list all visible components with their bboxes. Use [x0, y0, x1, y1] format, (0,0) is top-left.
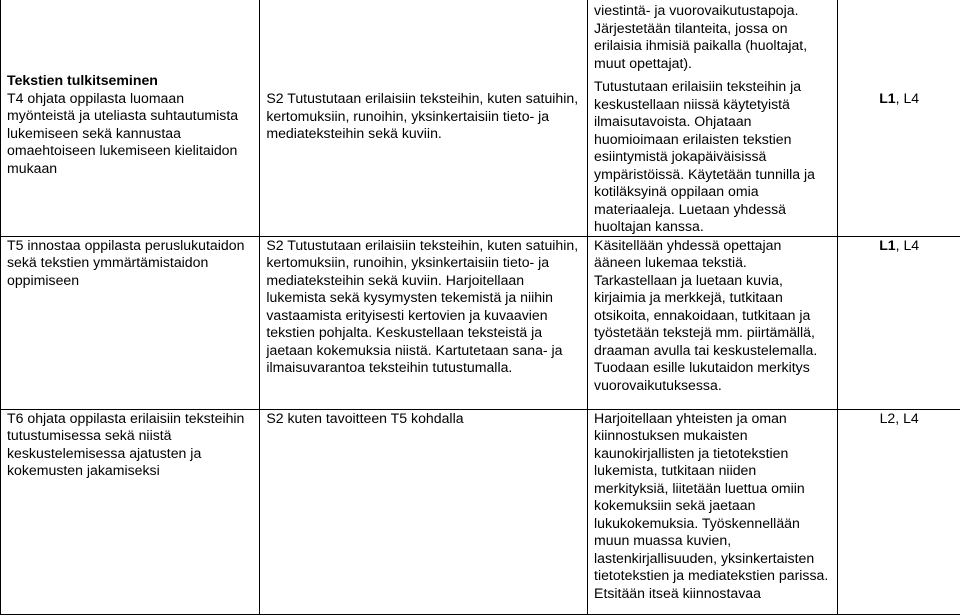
section-heading: Tekstien tulkitseminen — [7, 72, 253, 90]
competence-cell — [838, 0, 960, 236]
method-text-continued: viestintä- ja vuorovaikutustapoja. Järjestetään tilanteita, jossa on erilaisia ihmisiä paikalla (huoltajat, muut opettajat). — [594, 2, 831, 72]
content-cell — [260, 236, 588, 409]
objective-text: T4 ohjata oppilasta luomaan myönteistä ja uteliasta suhtautumista lukemiseen sekä kannustaa omaehtoiseen lukemiseen kielitaidon mukaan — [7, 90, 253, 178]
method-text: Tutustutaan erilaisiin teksteihin ja keskustellaan niissä käytetyistä ilmaisutavoista. Ohjataan huomioimaan erilaisten tekstien esiintymistä jokapäiväisissä ympäristöissä. Käytetään tunnilla ja kotiläksyinä oppilaan omia materiaaleja. Luetaan yhdessä huoltajan kanssa. — [594, 78, 831, 236]
method-cell — [588, 236, 838, 409]
table-row — [1, 236, 960, 409]
objective-cell — [1, 236, 260, 409]
method-cell — [588, 0, 838, 236]
content-text: S2 kuten tavoitteen T5 kohdalla — [266, 410, 581, 428]
competence-cell — [838, 236, 960, 409]
competence-cell — [838, 409, 960, 614]
competence-primary: L1 — [879, 90, 895, 106]
competence-secondary: , L4 — [896, 90, 920, 106]
content-text: S2 Tutustutaan erilaisiin teksteihin, kuten satuihin, kertomuksiin, runoihin, yksinkertaisiin tieto- ja mediateksteihin sekä kuviin. — [266, 90, 581, 143]
method-text: Käsitellään yhdessä opettajan ääneen lukemaa tekstiä. Tarkastellaan ja luetaan kuvia, kirjaimia ja merkkejä, tutkitaan otsikoita, ennakoidaan, tutkitaan ja työstetään tekstejä mm. piirtämällä, draaman avulla tai keskustelemalla. Tuodaan esille lukutaidon merkitys vuorovaikutuksessa. — [594, 237, 831, 395]
content-cell — [260, 0, 588, 236]
method-cell — [588, 409, 838, 614]
method-text: Harjoitellaan yhteisten ja oman kiinnostuksen mukaisten kaunokirjallisten ja tietotekstien lukemista, tutkitaan niiden merkityksiä, liitetään luettua omiin kokemuksiin sekä jaetaan lukukokemuksia. Työskennellään muun muassa kuvien, lastenkirjallisuuden, yksinkertaisten tietotekstien ja mediatekstien parissa. Etsitään itseä kiinnostavaa — [594, 410, 831, 603]
objective-cell — [1, 0, 260, 236]
table-row — [1, 0, 960, 236]
table-row — [1, 409, 960, 614]
competence-text: L2, L4 — [880, 410, 919, 426]
content-cell — [260, 409, 588, 614]
objective-text: T5 innostaa oppilasta peruslukutaidon sekä tekstien ymmärtämistaidon oppimiseen — [7, 237, 253, 290]
competence-secondary: , L4 — [896, 237, 920, 253]
content-text: S2 Tutustutaan erilaisiin teksteihin, kuten satuihin, kertomuksiin, runoihin, yksinkertaisiin tieto- ja mediateksteihin sekä kuviin. Harjoitellaan lukemista sekä kysymysten tekemistä ja niihin vastaamista erityisesti kertovien ja kuvaavien tekstien pohjalta. Keskustellaan teksteistä ja jaetaan kokemuksia niistä. Kartutetaan sana- ja ilmaisuvarantoa teksteihin tutustumalla. — [266, 237, 581, 377]
objective-cell — [1, 409, 260, 614]
objective-text: T6 ohjata oppilasta erilaisiin teksteihin tutustumisessa sekä niistä keskustelemisessa ajatusten ja kokemusten jakamiseksi — [7, 410, 253, 480]
competence-primary: L1 — [879, 237, 895, 253]
